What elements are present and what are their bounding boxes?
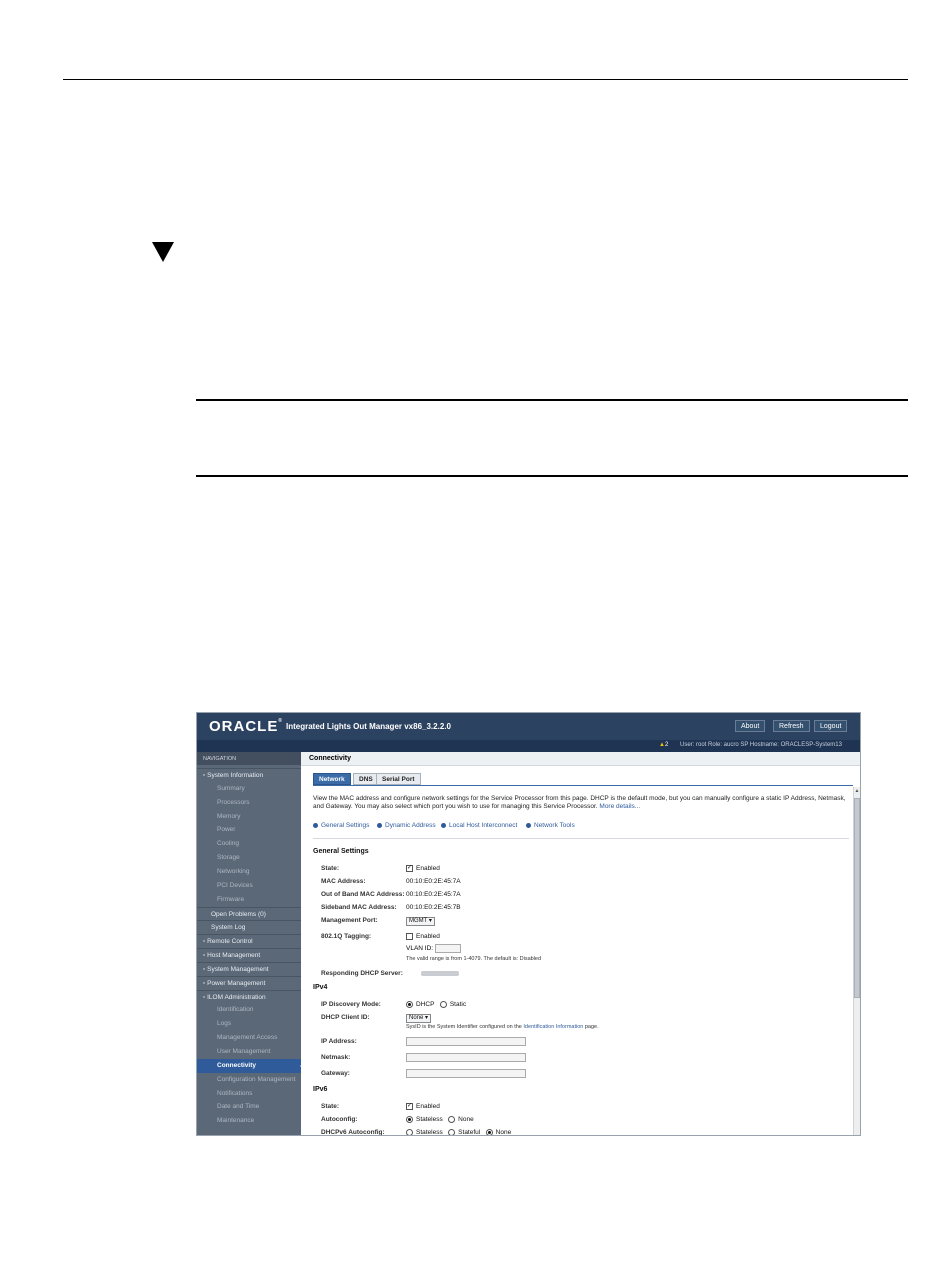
sidebar-item-user-management[interactable]: User Management — [217, 1048, 271, 1055]
sidebar-item-cooling[interactable]: Cooling — [217, 840, 240, 848]
state-checkbox[interactable]: ✓ — [407, 864, 413, 871]
oracle-logo: ORACLE® — [209, 718, 284, 735]
app-title: Integrated Lights Out Manager vx86_3.2.2.0 — [286, 722, 451, 731]
sidebar-item-firmware[interactable]: Firmware — [217, 895, 245, 903]
status-bar — [197, 740, 860, 752]
netmask-row: Netmask: — [321, 1053, 841, 1063]
ip-address-field[interactable] — [406, 1037, 526, 1046]
dhcp-server-row: Responding DHCP Server: — [321, 969, 841, 979]
sidebar-item-remote-control[interactable]: ▫ Remote Control — [197, 934, 301, 948]
scroll-up-icon[interactable]: ▲ — [854, 788, 860, 794]
intro-text: View the MAC address and configure network settings for the Service Processor from this page. DHCP is the default mode, but you can manually configure a static IP Address, Netmask, and Gateway. You may also select which port you wish to use for managing this Service Processor. More details... — [313, 795, 846, 810]
static-radio[interactable] — [440, 1001, 447, 1008]
sidebar-item-notifications[interactable]: Notifications — [217, 1089, 253, 1097]
sidebar-item-processors[interactable]: Processors — [217, 798, 250, 806]
redacted-value — [421, 971, 459, 976]
sidebar-item-power[interactable]: Power — [217, 826, 236, 834]
autoconfig-none-radio[interactable] — [448, 1116, 455, 1123]
sidebar-item-power-management[interactable]: ▫ Power Management — [197, 976, 301, 990]
note-top-rule — [196, 399, 908, 401]
tab-underline — [313, 785, 853, 786]
sidebar-title: NAVIGATION — [197, 752, 301, 765]
sidebar-item-management-access[interactable]: Management Access — [217, 1034, 278, 1042]
identification-link[interactable]: Identification Information — [523, 1024, 584, 1030]
dhcp-client-id-row: DHCP Client ID: None ▾ — [321, 1013, 841, 1023]
sidebar-item-system-information[interactable]: ▫ System Information — [197, 768, 301, 782]
ilom-screenshot-figure — [196, 712, 861, 1136]
page-header-rule — [63, 79, 908, 80]
bullet-icon — [313, 823, 318, 828]
dhcpv6-stateful-radio[interactable] — [448, 1129, 455, 1136]
dhcpv6-row: DHCPv6 Autoconfig: Stateless Stateful None — [321, 1129, 512, 1136]
vlan-id-input[interactable] — [435, 944, 461, 953]
management-port-select[interactable]: MGMT ▾ — [406, 917, 435, 926]
tab-dns[interactable]: DNS — [353, 773, 379, 785]
dhcpv6-stateless-radio[interactable] — [406, 1129, 413, 1136]
sidebar-item-storage[interactable]: Storage — [217, 854, 240, 862]
link-network-tools[interactable]: Network Tools — [526, 822, 575, 829]
sidebar-item-ilom-administration[interactable]: ▫ ILOM Administration — [197, 990, 301, 1004]
navigation-sidebar — [197, 752, 301, 1136]
refresh-button[interactable]: Refresh — [773, 720, 810, 732]
app-header — [197, 713, 860, 740]
bullet-icon — [377, 823, 382, 828]
gateway-field[interactable] — [406, 1069, 526, 1078]
sidebar-item-summary[interactable]: Summary — [217, 784, 245, 792]
ipv6-heading: IPv6 — [313, 1086, 328, 1093]
sidebar-item-host-management[interactable]: ▫ Host Management — [197, 948, 301, 962]
about-button[interactable]: About — [735, 720, 765, 732]
sidebar-item-system-management[interactable]: ▫ System Management — [197, 962, 301, 976]
sidebar-item-networking[interactable]: Networking — [217, 867, 250, 875]
sidebar-item-logs[interactable]: Logs — [217, 1020, 232, 1028]
warning-icon: ▲ — [659, 742, 665, 748]
management-port-row: Management Port: MGMT ▾ — [321, 916, 841, 926]
link-local-host-interconnect[interactable]: Local Host Interconnect — [441, 822, 517, 829]
alerts-indicator[interactable]: ▲2 — [659, 742, 669, 748]
note-bottom-rule — [196, 475, 908, 477]
sidebar-item-identification[interactable]: Identification — [217, 1006, 254, 1014]
tab-serial-port[interactable]: Serial Port — [376, 773, 421, 785]
vlan-tagging-row: 802.1Q Tagging: Enabled — [321, 933, 440, 940]
ipv4-heading: IPv4 — [313, 984, 328, 991]
vlan-hint: The valid range is from 1-4079. The default is: Disabled — [406, 956, 542, 962]
dhcpv6-none-radio[interactable] — [486, 1129, 493, 1136]
more-details-link[interactable]: More details... — [599, 803, 641, 810]
sidebar-item-connectivity[interactable]: Connectivity — [197, 1059, 301, 1073]
dhcp-radio[interactable] — [406, 1001, 413, 1008]
scrollbar-thumb[interactable] — [854, 798, 860, 998]
sidebar-item-system-log[interactable]: System Log — [197, 920, 301, 934]
ip-discovery-row: IP Discovery Mode: DHCP Static — [321, 1001, 467, 1008]
sidebar-item-maintenance[interactable]: Maintenance — [217, 1117, 255, 1125]
ipv6-state-row: State: ✓ Enabled — [321, 1102, 440, 1110]
ipv6-state-checkbox[interactable]: ✓ — [407, 1102, 413, 1109]
general-settings-heading: General Settings — [313, 848, 369, 855]
vlan-id-row: VLAN ID: — [406, 944, 606, 954]
logout-button[interactable]: Logout — [814, 720, 847, 732]
sidebar-item-pci-devices[interactable]: PCI Devices — [217, 881, 253, 889]
sideband-mac-row: Sideband MAC Address: 00:10:E0:2E:45:7B — [321, 904, 461, 911]
link-dynamic-address[interactable]: Dynamic Address — [377, 822, 436, 829]
bullet-icon — [526, 823, 531, 828]
sidebar-item-open-problems-0[interactable]: Open Problems (0) — [197, 907, 301, 921]
autoconfig-stateless-radio[interactable] — [406, 1116, 413, 1123]
netmask-field[interactable] — [406, 1053, 526, 1062]
dhcp-client-id-select[interactable]: None ▾ — [406, 1014, 431, 1023]
bullet-icon — [441, 823, 446, 828]
sidebar-item-configuration-management[interactable]: Configuration Management — [217, 1075, 296, 1083]
page-title: Connectivity — [301, 752, 861, 766]
main-content — [301, 752, 861, 1136]
tab-network[interactable]: Network — [313, 773, 351, 785]
sidebar-item-memory[interactable]: Memory — [217, 812, 241, 820]
divider — [313, 838, 849, 839]
gateway-row: Gateway: — [321, 1069, 841, 1079]
sidebar-item-date-and-time[interactable]: Date and Time — [217, 1103, 260, 1111]
ip-address-row: IP Address: — [321, 1037, 841, 1047]
vlan-tagging-checkbox[interactable] — [406, 933, 413, 940]
oob-mac-row: Out of Band MAC Address: 00:10:E0:2E:45:7A — [321, 891, 461, 898]
link-general-settings[interactable]: General Settings — [313, 822, 369, 829]
mac-row: MAC Address: 00:10:E0:2E:45:7A — [321, 878, 461, 885]
user-info: User: root Role: aucro SP Hostname: ORACLESP-System13 — [680, 742, 842, 748]
procedure-triangle-icon — [152, 242, 174, 262]
state-row: State: ✓ Enabled — [321, 864, 440, 872]
client-id-hint: SysID is the System Identifier configured on the Identification Information page. — [406, 1024, 599, 1030]
autoconfig-row: Autoconfig: Stateless None — [321, 1116, 474, 1123]
